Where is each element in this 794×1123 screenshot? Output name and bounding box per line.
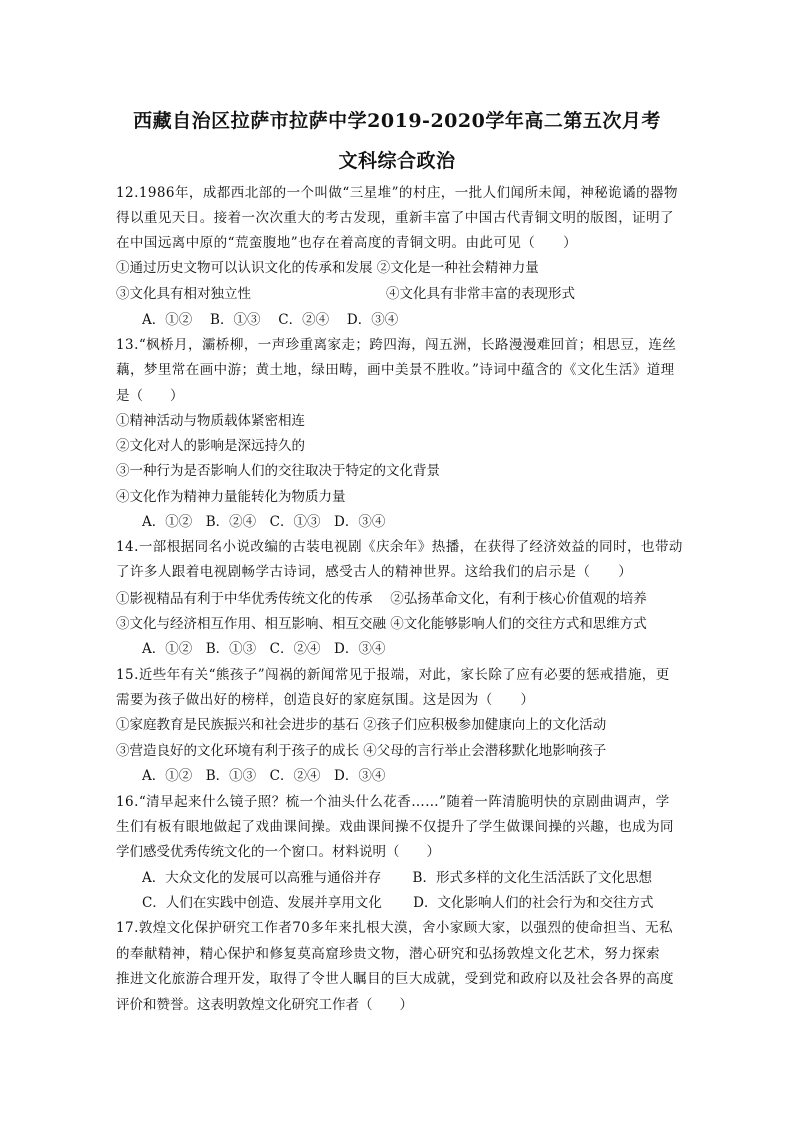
- q14-answer-choices: A．①② B．①③ C．②④ D．③④: [142, 641, 386, 657]
- q14-option-3-4: ③文化与经济相互作用、相互影响、相互交融 ④文化能够影响人们的交往方式和思维方式: [116, 616, 647, 632]
- q12-stem-line-1: 12.1986年，成都西北部的一个叫做“三星堆”的村庄，一批人们闻所未闻，神秘诡谲的器物: [116, 185, 678, 201]
- q12-stem-line-2: 得以重见天日。接着一次次重大的考古发现，重新丰富了中国古代青铜文明的版图，证明了: [116, 210, 674, 226]
- q13-stem-line-3: 是（ ）: [116, 388, 184, 404]
- q13-answer-choices: A．①② B．②④ C．①③ D．③④: [142, 514, 386, 530]
- q14-option-1-2: ①影视精品有利于中华优秀传统文化的传承 ②弘扬革命文化，有利于核心价值观的培养: [116, 591, 647, 607]
- exam-subject: 文科综合政治: [338, 150, 456, 172]
- exam-title: 西藏自治区拉萨市拉萨中学2019-2020学年高二第五次月考: [133, 110, 661, 132]
- q16-stem-line-3: 学们感受优秀传统文化的一个窗口。材料说明（ ）: [116, 844, 440, 860]
- q17-stem-line-3: 推进文化旅游合理开发，取得了令世人瞩目的巨大成就，受到党和政府以及社会各界的高度: [116, 971, 674, 987]
- q12-answer-choices: A．①② B．①③ C．②④ D．③④: [142, 312, 399, 328]
- q12-option-1-2: ①通过历史文物可以认识文化的传承和发展 ②文化是一种社会精神力量: [116, 260, 539, 276]
- q16-options-a-b: A．大众文化的发展可以高雅与通俗并存 B．形式多样的文化生活活跃了文化思想: [142, 870, 652, 886]
- q16-stem-line-2: 生们有板有眼地做起了戏曲课间操。戏曲课间操不仅提升了学生做课间操的兴趣，也成为同: [116, 819, 674, 835]
- q13-option-1: ①精神活动与物质载体紧密相连: [116, 413, 305, 429]
- q14-stem-line-1: 14.一部根据同名小说改编的古装电视剧《庆余年》热播，在获得了经济效益的同时，也带动: [116, 539, 683, 555]
- q16-stem-line-1: 16.“清早起来什么镜子照？梳一个油头什么花香……”随着一阵清脆明快的京剧曲调声，学: [116, 794, 670, 810]
- q13-stem-line-1: 13.“枫桥月，灞桥柳，一声珍重离家走；跨四海，闯五洲，长路漫漫难回首；相思豆，连丝: [116, 337, 677, 353]
- q15-option-3-4: ③营造良好的文化环境有利于孩子的成长 ④父母的言行举止会潜移默化地影响孩子: [116, 743, 607, 759]
- q15-stem-line-1: 15.近些年有关“熊孩子”闯祸的新闻常见于报端，对此，家长除了应有必要的惩戒措施，更: [116, 667, 670, 683]
- q17-stem-line-1: 17.敦煌文化保护研究工作者70多年来扎根大漠，舍小家顾大家，以强烈的使命担当、无私: [116, 920, 674, 936]
- q15-stem-line-2: 需要为孩子做出好的榜样，创造良好的家庭氛围。这是因为（ ）: [116, 692, 535, 708]
- q14-stem-line-2: 了许多人跟着电视剧畅学古诗词，感受古人的精神世界。这给我们的启示是（ ）: [116, 564, 633, 580]
- q13-stem-line-2: 藕，梦里常在画中游；黄土地，绿田畴，画中美景不胜收。”诗词中蕴含的《文化生活》道理: [116, 362, 675, 378]
- q16-options-c-d: C．人们在实践中创造、发展并享用文化 D．文化影响人们的社会行为和交往方式: [142, 895, 654, 911]
- q17-stem-line-4: 评价和赞誉。这表明敦煌文化研究工作者（ ）: [116, 997, 413, 1013]
- q13-option-4: ④文化作为精神力量能转化为物质力量: [116, 489, 346, 505]
- q12-option-4: ④文化具有非常丰富的表现形式: [386, 286, 575, 302]
- q13-option-3: ③一种行为是否影响人们的交往取决于特定的文化背景: [116, 463, 440, 479]
- q13-option-2: ②文化对人的影响是深远持久的: [116, 438, 305, 454]
- q15-answer-choices: A．①② B．①③ C．②④ D．③④: [142, 768, 386, 784]
- q17-stem-line-2: 的奉献精神，精心保护和修复莫高窟珍贵文物，潜心研究和弘扬敦煌文化艺术，努力探索: [116, 946, 661, 962]
- q12-stem-line-3: 在中国远离中原的“荒蛮腹地”也存在着高度的青铜文明。由此可见（ ）: [116, 235, 578, 251]
- q15-option-1-2: ①家庭教育是民族振兴和社会进步的基石 ②孩子们应积极参加健康向上的文化活动: [116, 717, 607, 733]
- q12-option-3: ③文化具有相对独立性: [116, 286, 251, 302]
